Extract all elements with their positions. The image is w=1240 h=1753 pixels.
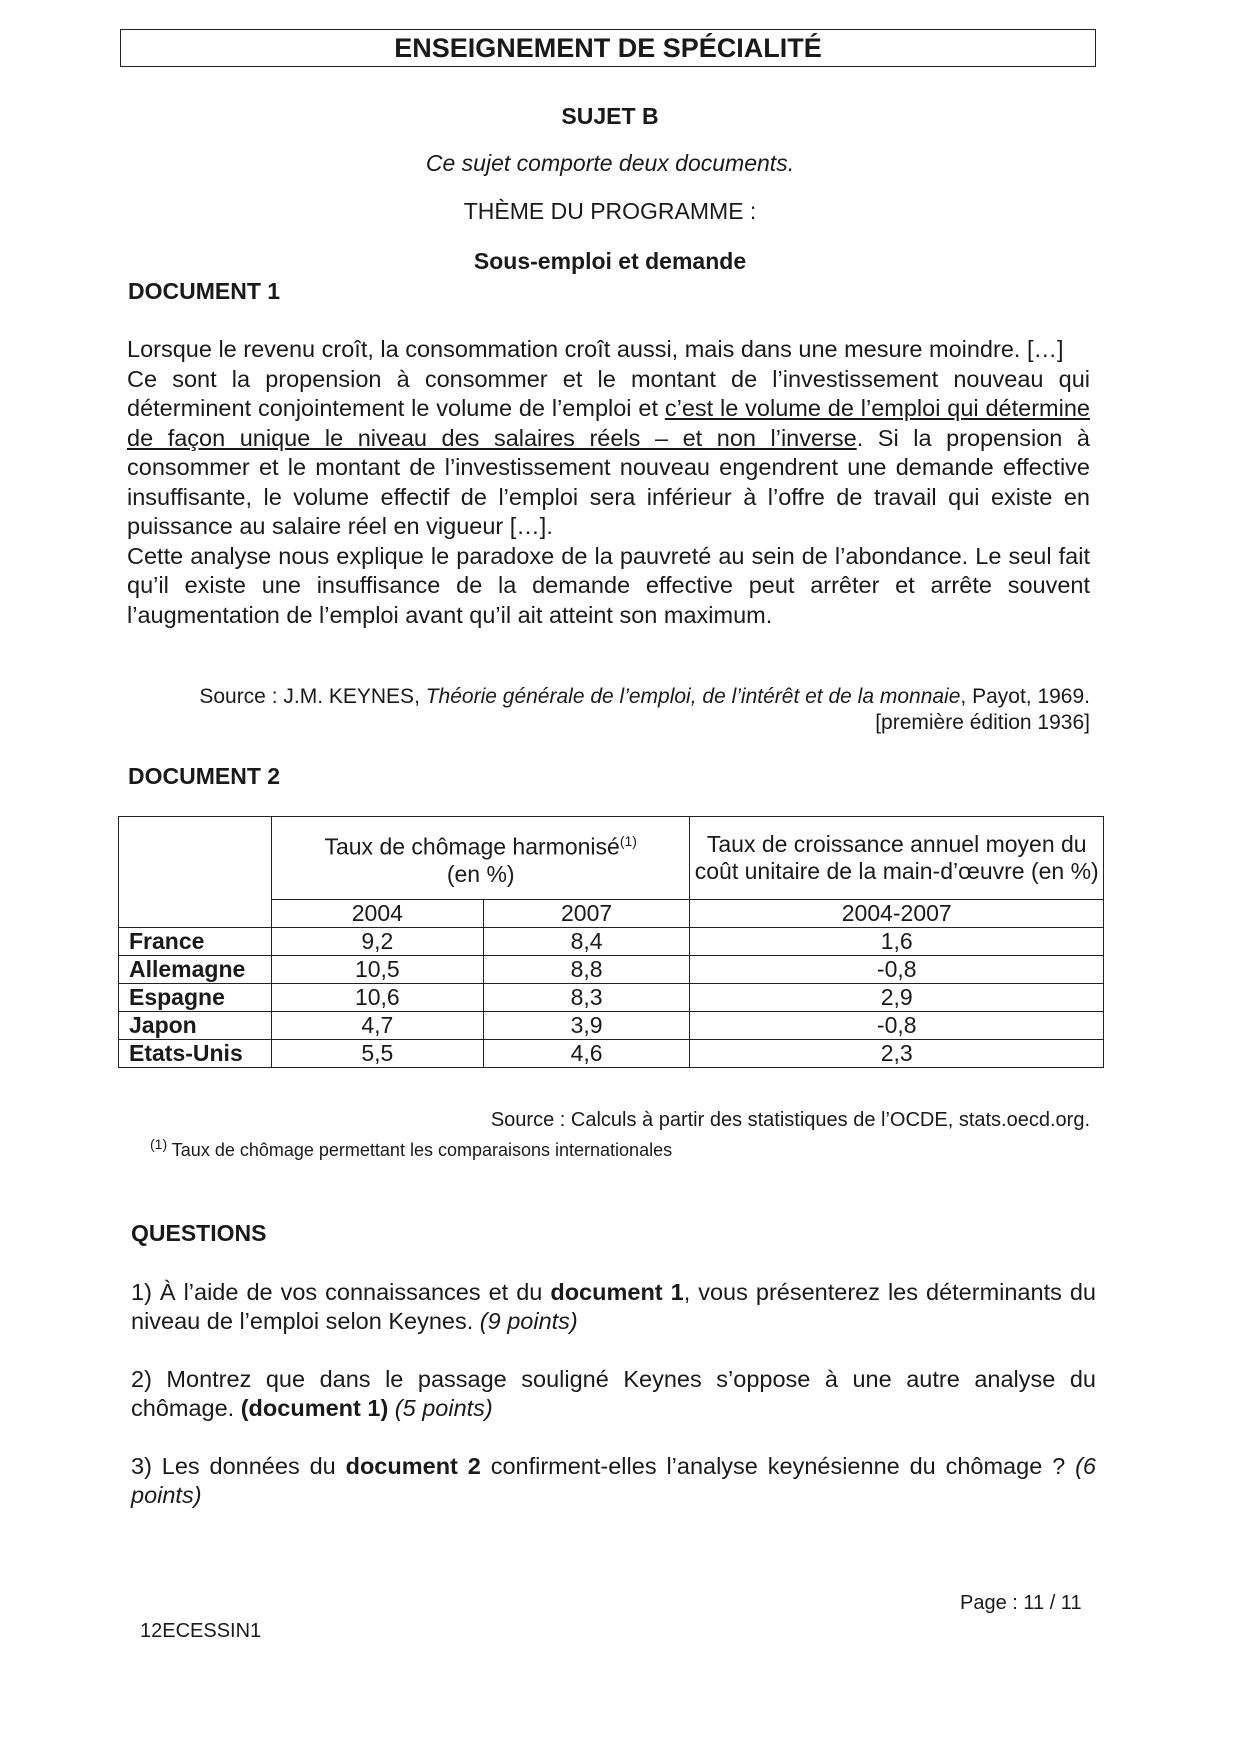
table-corner-cell: [119, 817, 272, 928]
growth-cell: -0,8: [690, 956, 1104, 984]
value-2007-cell: 4,6: [483, 1040, 690, 1068]
growth-cell: 1,6: [690, 928, 1104, 956]
document-1-paragraph-3: Cette analyse nous explique le paradoxe de la pauvreté au sein de l’abondance. Le seul fait qu’il existe une insuffisance de la demande effective peut arrêter et arrête souvent l’augmentation de l’emploi avant qu’il ait atteint son maximum.: [127, 542, 1090, 628]
document-1-paragraph-1: Lorsque le revenu croît, la consommation croît aussi, mais dans une mesure moindre. […]: [127, 336, 1064, 362]
table-header-row: [119, 817, 1104, 900]
country-cell: Espagne: [119, 984, 272, 1012]
theme-title: Sous-emploi et demande: [473, 248, 747, 274]
q3-text-c: confirment-elles l’analyse keynésienne du chômage ?: [480, 1453, 1076, 1479]
country-cell: France: [119, 928, 272, 956]
country-cell: Japon: [119, 1012, 272, 1040]
country-cell: Allemagne: [119, 956, 272, 984]
paragraph-2-end: . Si la propension à consommer et le montant de l’investissement nouveau engendrent une demande effective insuffisante, le volume effectif de l’emploi sera inférieur à l’offre de travail qui existe en puissance au salaire réel en vigueur […].: [127, 424, 1091, 539]
header-chomage: [271, 817, 690, 900]
q1-text-c: , vous présenterez les déterminants du niveau de l’emploi selon Keynes.: [131, 1279, 1096, 1334]
q1-doc-ref: document 1: [550, 1279, 684, 1305]
growth-cell: 2,9: [690, 984, 1104, 1012]
table-footnote: [150, 1136, 672, 1161]
year-2007-cell: 2007: [483, 900, 690, 928]
q1-text-a: 1) À l’aide de vos connaissances et du: [131, 1279, 551, 1305]
subject-code: 12ECESSIN1: [140, 1620, 262, 1642]
footnote-marker: (1): [150, 1136, 168, 1152]
q2-text-a: 2) Montrez que dans le passage souligné Keynes s’oppose à une autre analyse du chômage.: [131, 1366, 1096, 1421]
table-row: [119, 984, 1104, 1012]
source-prefix: Source : J.M. KEYNES,: [199, 685, 426, 708]
growth-cell: -0,8: [690, 1012, 1104, 1040]
table-row: [119, 928, 1104, 956]
question-3: [131, 1452, 1096, 1510]
underlined-passage: c’est le volume de l’emploi qui détermine de façon unique le niveau des salaires réels – et non l’inverse: [127, 395, 1090, 451]
table-row: [119, 1012, 1104, 1040]
growth-cell: 2,3: [690, 1040, 1104, 1068]
value-2004-cell: 4,7: [271, 1012, 483, 1040]
table-row: [119, 956, 1104, 984]
source-book-title: Théorie générale de l’emploi, de l’intérêt et de la monnaie: [425, 685, 961, 708]
question-1: [131, 1278, 1096, 1336]
theme-label: THÈME DU PROGRAMME :: [463, 198, 757, 224]
page-number: Page : 11 / 11: [960, 1592, 1082, 1614]
value-2004-cell: 9,2: [271, 928, 483, 956]
footnote-text: Taux de chômage permettant les comparaisons internationales: [167, 1140, 673, 1160]
document-2-heading: DOCUMENT 2: [128, 763, 281, 789]
value-2007-cell: 8,3: [483, 984, 690, 1012]
document-1-source: [160, 684, 1090, 736]
document-2-source: Source : Calculs à partir des statistiques de l’OCDE, stats.oecd.org.: [490, 1109, 1090, 1131]
value-2004-cell: 10,5: [271, 956, 483, 984]
document-1-text: [127, 335, 1090, 630]
q3-doc-ref: document 2: [345, 1453, 481, 1479]
header-croissance: Taux de croissance annuel moyen du coût unitaire de la main-d’œuvre (en %): [690, 817, 1104, 900]
value-2007-cell: 3,9: [483, 1012, 690, 1040]
sujet-description: Ce sujet comporte deux documents.: [425, 150, 795, 176]
value-2007-cell: 8,4: [483, 928, 690, 956]
table-row: [119, 1040, 1104, 1068]
header-chomage-unit: (en %): [446, 860, 515, 887]
page-header: ENSEIGNEMENT DE SPÉCIALITÉ: [120, 29, 1096, 67]
header-chomage-label: Taux de chômage harmonisé: [324, 833, 620, 860]
q2-points: (5 points): [394, 1395, 493, 1421]
questions-heading: QUESTIONS: [131, 1220, 267, 1246]
unemployment-table: [118, 816, 1104, 1068]
q3-text-a: 3) Les données du: [131, 1453, 346, 1479]
source-suffix: , Payot, 1969. [première édition 1936]: [875, 685, 1090, 734]
value-2004-cell: 5,5: [271, 1040, 483, 1068]
document-1-paragraph-2: [127, 365, 1090, 542]
sujet-label: SUJET B: [561, 103, 659, 129]
period-cell: 2004-2007: [690, 900, 1104, 928]
question-2: [131, 1365, 1096, 1423]
q2-doc-ref: (document 1): [240, 1395, 389, 1421]
q3-points: (6 points): [131, 1453, 1096, 1508]
value-2004-cell: 10,6: [271, 984, 483, 1012]
value-2007-cell: 8,8: [483, 956, 690, 984]
q1-points: (9 points): [479, 1308, 578, 1334]
document-1-heading: DOCUMENT 1: [128, 278, 281, 304]
country-cell: Etats-Unis: [119, 1040, 272, 1068]
header-note-marker: (1): [619, 833, 637, 850]
paragraph-2-start: Ce sont la propension à consommer et le montant de l’investissement nouveau qui déterminent conjointement le volume de l’emploi et: [127, 365, 1090, 421]
year-2004-cell: 2004: [271, 900, 483, 928]
